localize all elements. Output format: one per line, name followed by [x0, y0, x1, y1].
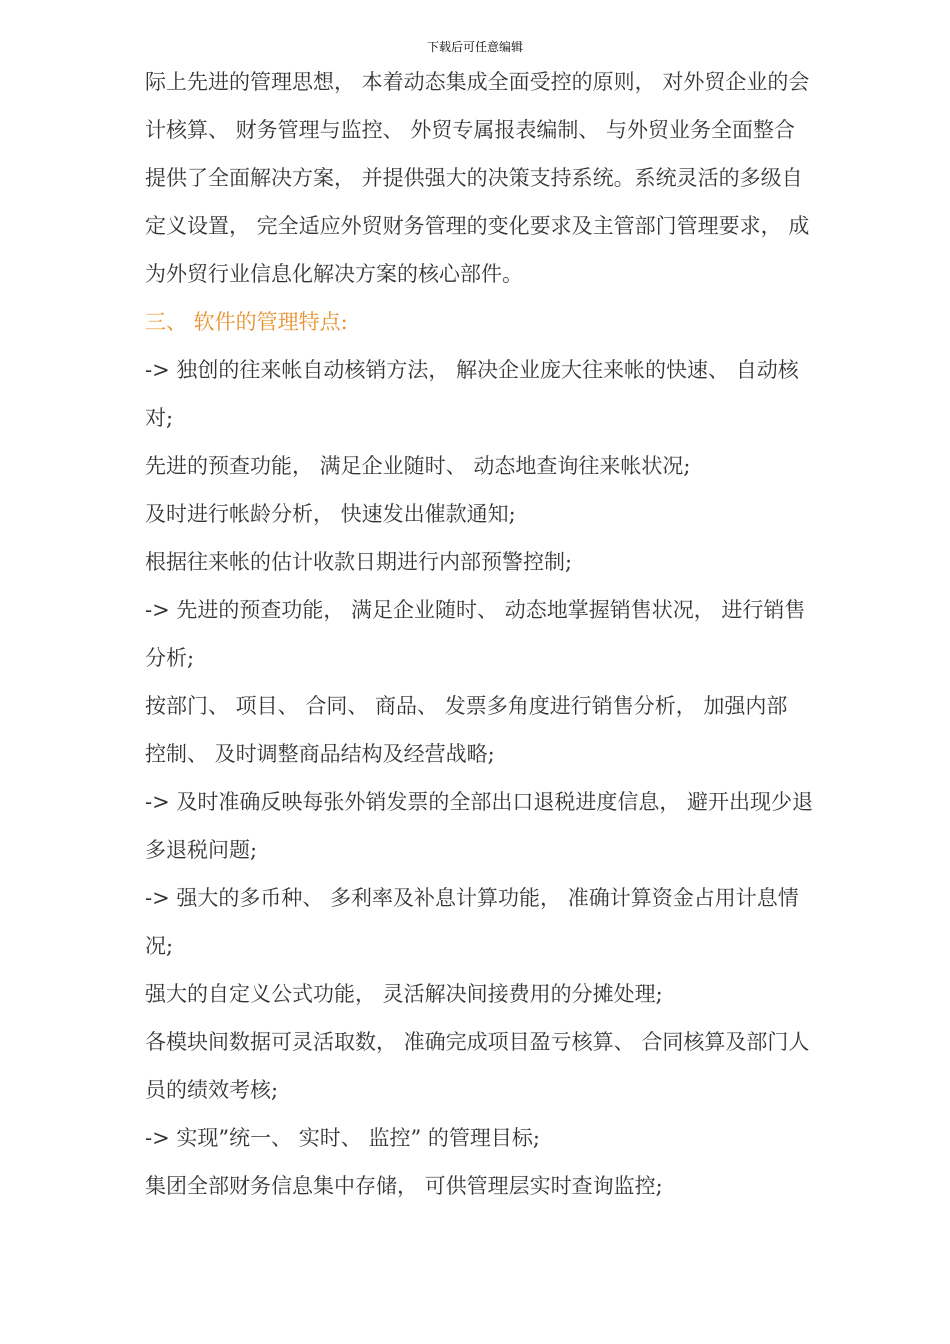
page-header: 下载后可任意编辑 [426, 40, 523, 54]
bullet-line: 对; [145, 406, 174, 430]
paragraph-line: 先进的预查功能， 满足企业随时、 动态地查询往来帐状况; [145, 454, 691, 478]
paragraph-line: 计核算、 财务管理与监控、 外贸专属报表编制、 与外贸业务全面整合 [145, 118, 796, 142]
bullet-line: -> 强大的多币种、 多利率及补息计算功能， 准确计算资金占用计息情 [145, 886, 799, 910]
paragraph-line: 定义设置， 完全适应外贸财务管理的变化要求及主管部门管理要求， 成 [145, 214, 810, 238]
bullet-line: -> 先进的预查功能， 满足企业随时、 动态地掌握销售状况， 进行销售 [145, 598, 806, 622]
paragraph-line: 按部门、 项目、 合同、 商品、 发票多角度进行销售分析， 加强内部 [145, 694, 788, 718]
paragraph-line: 根据往来帐的估计收款日期进行内部预警控制; [145, 550, 573, 574]
bullet-line: -> 及时准确反映每张外销发票的全部出口退税进度信息， 避开出现少退 [145, 790, 814, 814]
paragraph-line: 集团全部财务信息集中存储， 可供管理层实时查询监控; [145, 1174, 663, 1198]
bullet-line: -> 独创的往来帐自动核销方法， 解决企业庞大往来帐的快速、 自动核 [145, 358, 799, 382]
paragraph-line: 提供了全面解决方案， 并提供强大的决策支持系统。系统灵活的多级自 [145, 166, 803, 190]
bullet-line: 分析; [145, 646, 195, 670]
bullet-line: -> 实现”统一、 实时、 监控” 的管理目标; [145, 1126, 540, 1150]
document-body [145, 58, 873, 1210]
bullet-line: 多退税问题; [145, 838, 258, 862]
paragraph-line: 控制、 及时调整商品结构及经营战略; [145, 742, 495, 766]
bullet-line: 况; [145, 934, 174, 958]
section-heading: 三、 软件的管理特点: [145, 310, 348, 334]
paragraph-line: 各模块间数据可灵活取数， 准确完成项目盈亏核算、 合同核算及部门人 [145, 1030, 810, 1054]
paragraph-line: 际上先进的管理思想， 本着动态集成全面受控的原则， 对外贸企业的会 [145, 70, 810, 94]
paragraph-line: 及时进行帐龄分析， 快速发出催款通知; [145, 502, 516, 526]
paragraph-line: 强大的自定义公式功能， 灵活解决间接费用的分摊处理; [145, 982, 663, 1006]
paragraph-line: 为外贸行业信息化解决方案的核心部件。 [145, 262, 523, 286]
paragraph-line: 员的绩效考核; [145, 1078, 279, 1102]
